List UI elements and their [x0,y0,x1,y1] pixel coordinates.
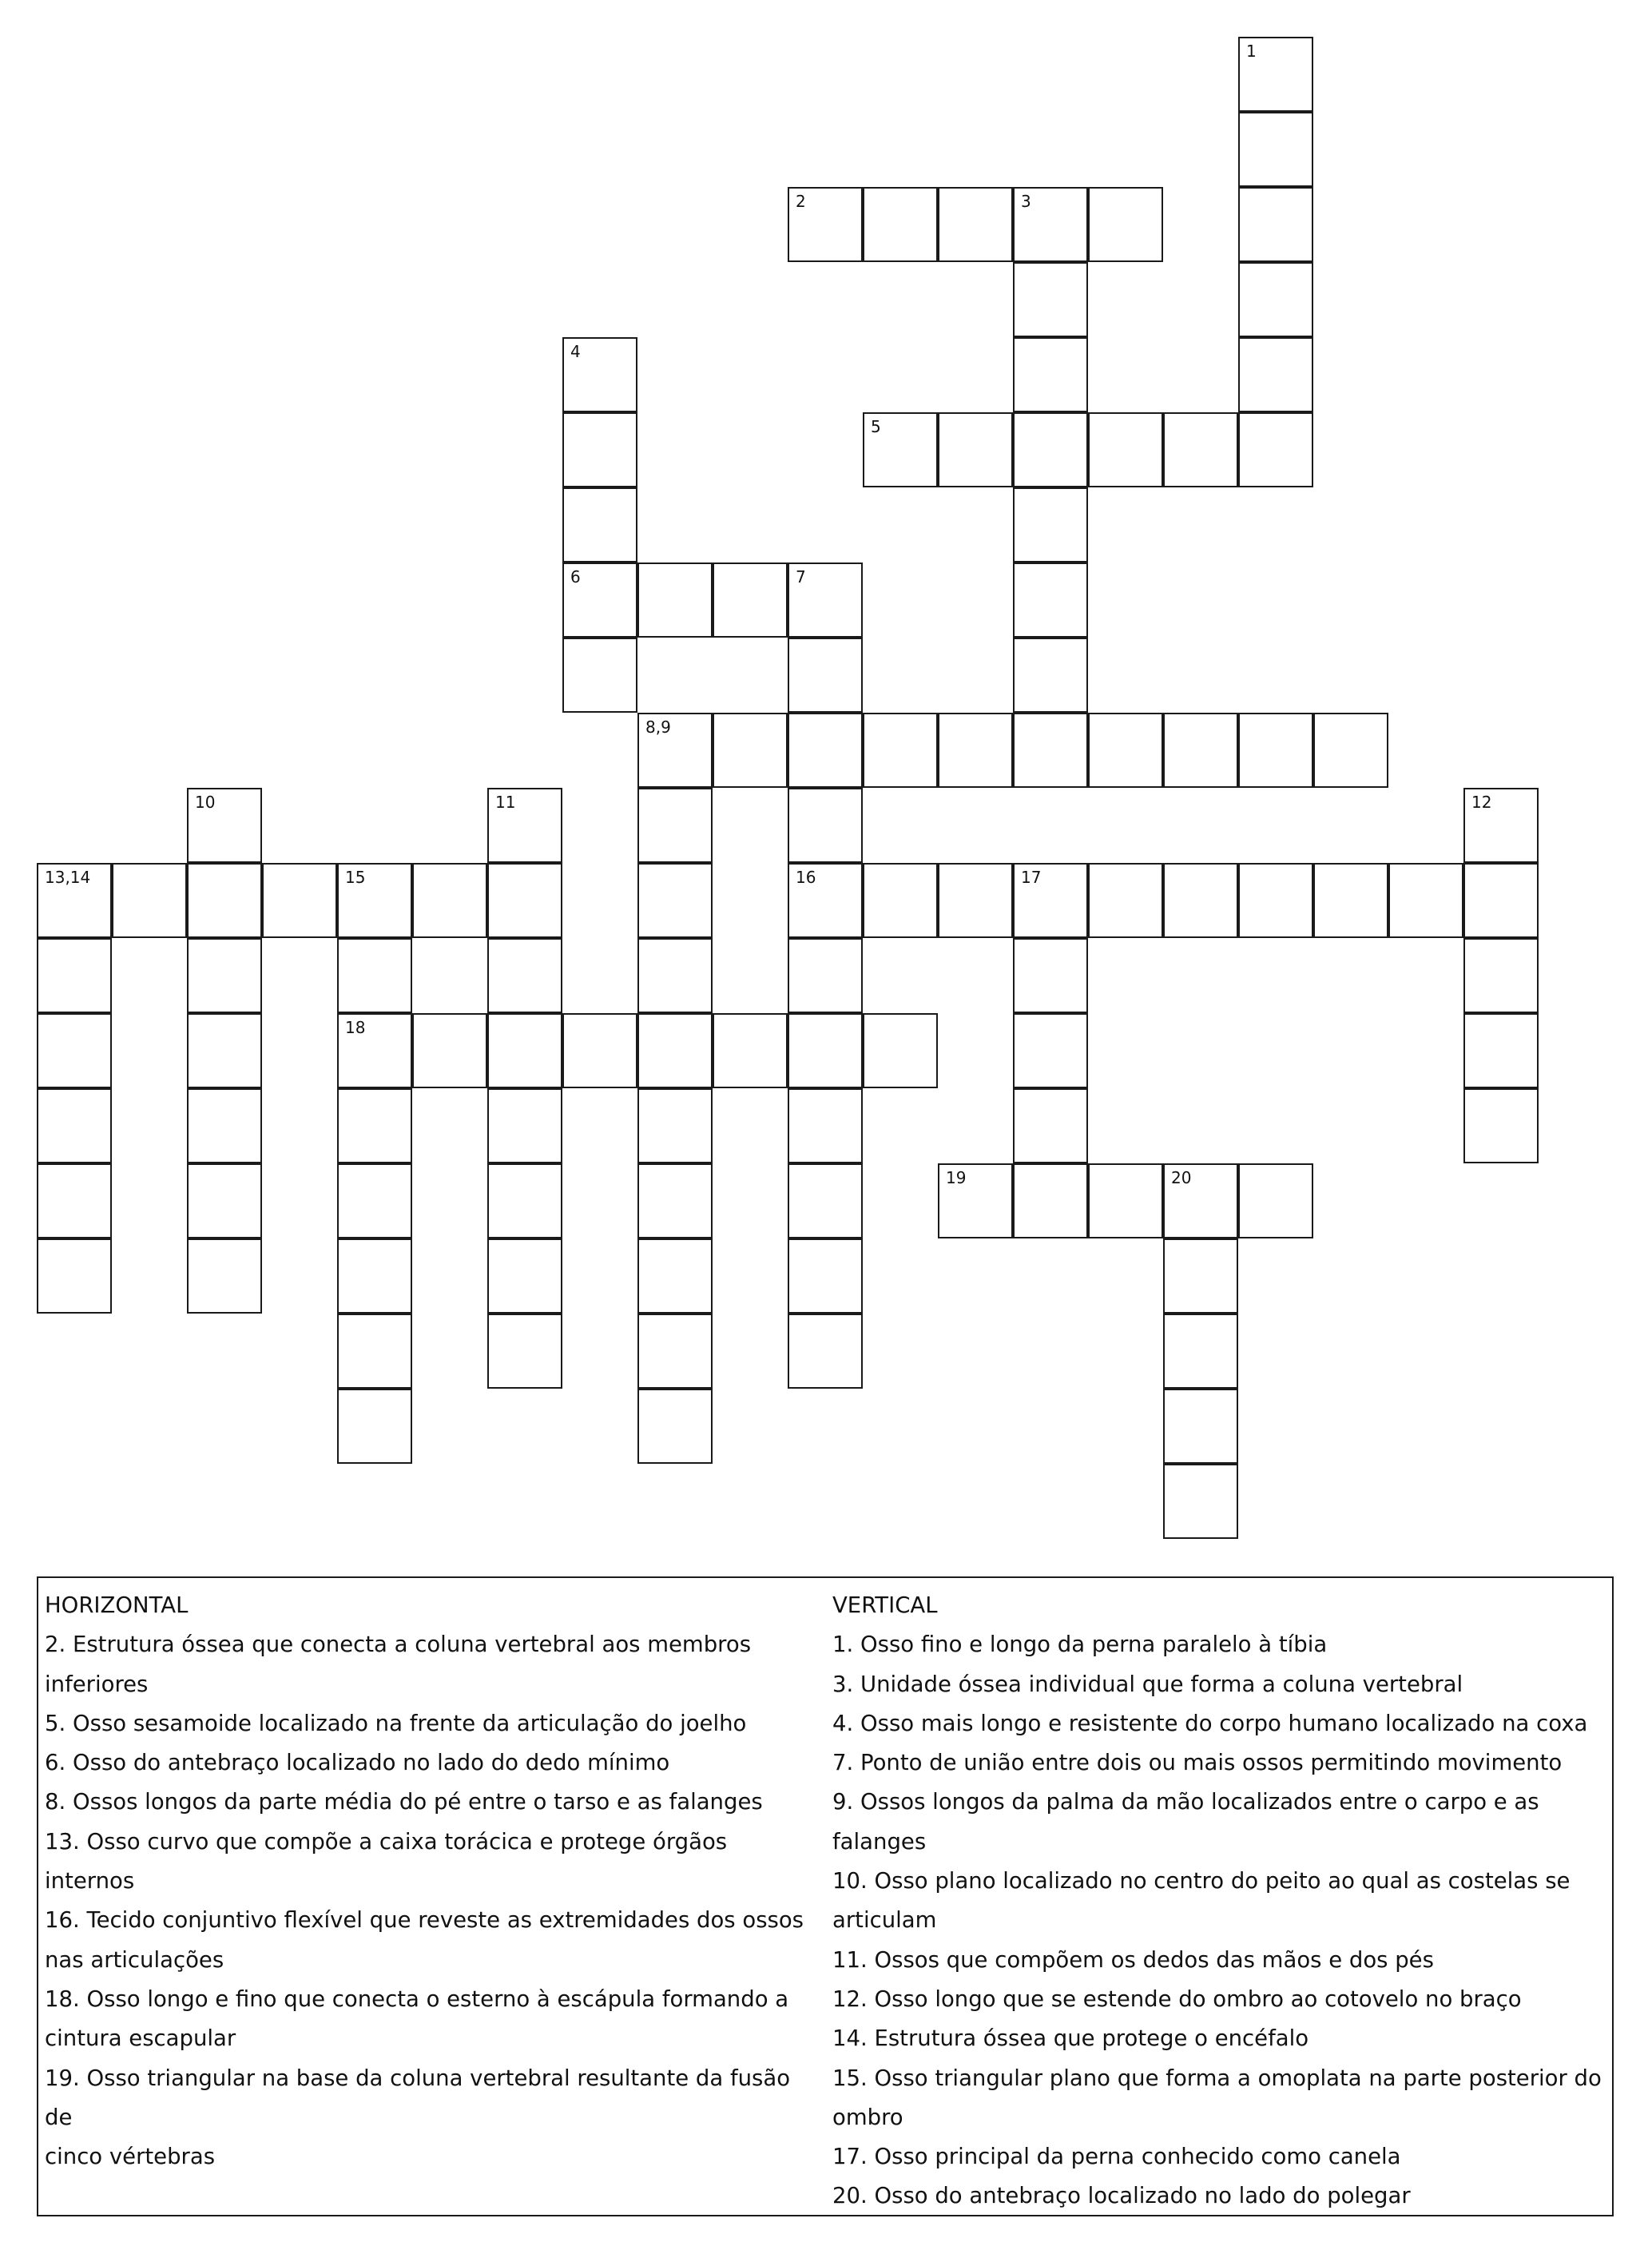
grid-cell[interactable] [1088,412,1163,487]
grid-cell[interactable] [412,1013,487,1088]
grid-cell[interactable] [713,563,788,638]
grid-cell[interactable] [938,863,1013,938]
grid-cell[interactable] [1238,337,1313,412]
grid-cell[interactable] [1013,487,1088,563]
clue-line: 2. Estrutura óssea que conecta a coluna vertebral aos membros [45,1632,752,1658]
clues-box [37,1576,1614,2216]
clue-number: 4 [570,342,581,361]
grid-cell[interactable] [863,187,938,262]
grid-cell[interactable] [713,713,788,788]
clue-line: 12. Osso longo que se estende do ombro ao cotovelo no braço [832,1986,1522,2012]
grid-cell[interactable] [1013,638,1088,713]
grid-cell[interactable] [337,1013,412,1088]
grid-cell[interactable] [337,863,412,938]
horizontal-clues-column [45,1586,820,2176]
grid-cell[interactable] [1013,863,1088,938]
clue-line: 18. Osso longo e fino que conecta o esterno à escápula formando a [45,1986,789,2012]
grid-cell[interactable] [863,863,938,938]
grid-cell[interactable] [1088,187,1163,262]
clue-number: 1 [1246,42,1257,61]
clue-line: 10. Osso plano localizado no centro do peito ao qual as costelas se [832,1868,1571,1894]
grid-cell[interactable] [37,863,112,938]
grid-cell[interactable] [487,1013,562,1088]
horizontal-heading: HORIZONTAL [45,1592,189,1618]
clue-number: 17 [1021,868,1042,887]
grid-cell[interactable] [637,1389,713,1464]
grid-cell[interactable] [637,1238,713,1314]
grid-cell[interactable] [1088,713,1163,788]
grid-cell[interactable] [788,1163,863,1238]
grid-cell[interactable] [1163,1163,1238,1238]
grid-cell[interactable] [938,187,1013,262]
clue-line: 16. Tecido conjuntivo flexível que reveste as extremidades dos ossos [45,1907,804,1934]
grid-cell[interactable] [1163,1314,1238,1389]
clue-number: 6 [570,567,581,586]
grid-cell[interactable] [1238,713,1313,788]
grid-cell[interactable] [487,938,562,1013]
grid-cell[interactable] [187,788,262,863]
clue-line: 20. Osso do antebraço localizado no lado do polegar [832,2183,1411,2209]
grid-cell[interactable] [337,1389,412,1464]
grid-cell[interactable] [1238,112,1313,187]
grid-cell[interactable] [788,1314,863,1389]
clue-number: 11 [495,793,516,812]
grid-cell[interactable] [37,1163,112,1238]
grid-cell[interactable] [337,1088,412,1163]
grid-cell[interactable] [562,1013,637,1088]
grid-cell[interactable] [1163,1238,1238,1314]
grid-cell[interactable] [1013,1013,1088,1088]
grid-cell[interactable] [487,788,562,863]
grid-cell[interactable] [1013,1088,1088,1163]
clue-number: 2 [796,192,806,211]
grid-cell[interactable] [37,1238,112,1314]
clue-number: 10 [195,793,216,812]
grid-cell[interactable] [637,1314,713,1389]
clue-number: 20 [1171,1168,1192,1187]
grid-cell[interactable] [1388,863,1463,938]
grid-cell[interactable] [1088,1163,1163,1238]
grid-cell[interactable] [863,713,938,788]
vertical-clues-column [832,1586,1611,2216]
clue-number: 5 [871,417,881,436]
vertical-heading: VERTICAL [832,1592,938,1618]
grid-cell[interactable] [938,713,1013,788]
grid-cell[interactable] [487,1088,562,1163]
clue-number: 3 [1021,192,1031,211]
clue-line: 14. Estrutura óssea que protege o encéfalo [832,2025,1309,2052]
grid-cell[interactable] [1463,938,1539,1013]
grid-cell[interactable] [187,938,262,1013]
grid-cell[interactable] [487,1314,562,1389]
clue-line: cinco vértebras [45,2144,216,2170]
grid-cell[interactable] [1013,713,1088,788]
clue-line: 6. Osso do antebraço localizado no lado do dedo mínimo [45,1750,670,1776]
grid-cell[interactable] [1013,262,1088,337]
grid-cell[interactable] [187,863,262,938]
grid-cell[interactable] [788,638,863,713]
clue-line: 9. Ossos longos da palma da mão localizados entre o carpo e as falanges [832,1789,1539,1854]
grid-cell[interactable] [788,1013,863,1088]
clue-number: 16 [796,868,816,887]
grid-cell[interactable] [788,863,863,938]
grid-cell[interactable] [713,1013,788,1088]
grid-cell[interactable] [1013,187,1088,262]
clue-line: 1. Osso fino e longo da perna paralelo à tíbia [832,1632,1328,1658]
grid-cell[interactable] [637,788,713,863]
grid-cell[interactable] [37,1088,112,1163]
grid-cell[interactable] [637,713,713,788]
grid-cell[interactable] [187,1163,262,1238]
grid-cell[interactable] [1163,1464,1238,1539]
grid-cell[interactable] [337,1314,412,1389]
grid-cell[interactable] [1463,1013,1539,1088]
grid-cell[interactable] [938,1163,1013,1238]
grid-cell[interactable] [863,1013,938,1088]
clue-number: 15 [345,868,366,887]
grid-cell[interactable] [788,713,863,788]
clue-line: 5. Osso sesamoide localizado na frente da articulação do joelho [45,1710,747,1736]
grid-cell[interactable] [1163,863,1238,938]
grid-cell[interactable] [1238,1163,1313,1238]
grid-cell[interactable] [637,938,713,1013]
grid-cell[interactable] [1163,1389,1238,1464]
grid-cell[interactable] [1013,337,1088,412]
grid-cell[interactable] [938,412,1013,487]
clue-line: 13. Osso curvo que compõe a caixa torácica e protege órgãos internos [45,1828,728,1894]
clue-line: nas articulações [45,1946,224,1973]
clue-line: 19. Osso triangular na base da coluna vertebral resultante da fusão de [45,2065,791,2130]
grid-cell[interactable] [1013,938,1088,1013]
grid-cell[interactable] [412,863,487,938]
grid-cell[interactable] [562,563,637,638]
grid-cell[interactable] [112,863,187,938]
grid-cell[interactable] [487,863,562,938]
grid-cell[interactable] [37,1013,112,1088]
grid-cell[interactable] [1088,863,1163,938]
grid-cell[interactable] [788,1238,863,1314]
grid-cell[interactable] [1463,863,1539,938]
grid-cell[interactable] [637,1088,713,1163]
grid-cell[interactable] [1463,1088,1539,1163]
grid-cell[interactable] [1163,412,1238,487]
grid-cell[interactable] [637,1163,713,1238]
clue-number: 12 [1471,793,1492,812]
grid-cell[interactable] [1238,412,1313,487]
clue-number: 13,14 [45,868,91,887]
grid-cell[interactable] [337,1163,412,1238]
clue-line: cintura escapular [45,2025,236,2052]
clue-line: 4. Osso mais longo e resistente do corpo humano localizado na coxa [832,1710,1588,1736]
grid-cell[interactable] [1163,713,1238,788]
clue-line: 3. Unidade óssea individual que forma a coluna vertebral [832,1671,1463,1697]
grid-cell[interactable] [187,1013,262,1088]
clue-number: 19 [946,1168,967,1187]
clue-number: 7 [796,567,806,586]
grid-cell[interactable] [1238,262,1313,337]
grid-cell[interactable] [187,1238,262,1314]
grid-cell[interactable] [1463,788,1539,863]
grid-cell[interactable] [1013,1163,1088,1238]
grid-cell[interactable] [788,788,863,863]
grid-cell[interactable] [562,487,637,563]
grid-cell[interactable] [788,187,863,262]
grid-cell[interactable] [187,1088,262,1163]
grid-cell[interactable] [788,938,863,1013]
grid-cell[interactable] [262,863,337,938]
grid-cell[interactable] [1238,863,1313,938]
clue-line: 11. Ossos que compõem os dedos das mãos e dos pés [832,1946,1434,1973]
clue-number: 18 [345,1018,366,1037]
grid-cell[interactable] [637,863,713,938]
grid-cell[interactable] [637,1013,713,1088]
grid-cell[interactable] [788,1088,863,1163]
grid-cell[interactable] [487,1163,562,1238]
horizontal-clue-list [45,1625,820,2176]
clue-line: ombro [832,2104,903,2130]
clue-line: 15. Osso triangular plano que forma a omoplata na parte posterior do [832,2065,1602,2091]
grid-cell[interactable] [1238,187,1313,262]
grid-cell[interactable] [337,1238,412,1314]
grid-cell[interactable] [562,337,637,412]
grid-cell[interactable] [562,412,637,487]
grid-cell[interactable] [1013,412,1088,487]
clue-line: inferiores [45,1671,149,1697]
grid-cell[interactable] [487,1238,562,1314]
grid-cell[interactable] [1238,37,1313,112]
grid-cell[interactable] [562,638,637,713]
grid-cell[interactable] [863,412,938,487]
grid-cell[interactable] [637,563,713,638]
grid-cell[interactable] [337,938,412,1013]
grid-cell[interactable] [1313,713,1388,788]
vertical-clue-list [832,1625,1611,2216]
grid-cell[interactable] [788,563,863,638]
clue-line: articulam [832,1907,937,1934]
grid-cell[interactable] [1313,863,1388,938]
clue-line: 7. Ponto de união entre dois ou mais ossos permitindo movimento [832,1750,1563,1776]
grid-cell[interactable] [37,938,112,1013]
clue-line: 17. Osso principal da perna conhecido como canela [832,2144,1401,2170]
clue-number: 8,9 [645,718,671,737]
clue-line: 8. Ossos longos da parte média do pé entre o tarso e as falanges [45,1789,763,1815]
grid-cell[interactable] [1013,563,1088,638]
